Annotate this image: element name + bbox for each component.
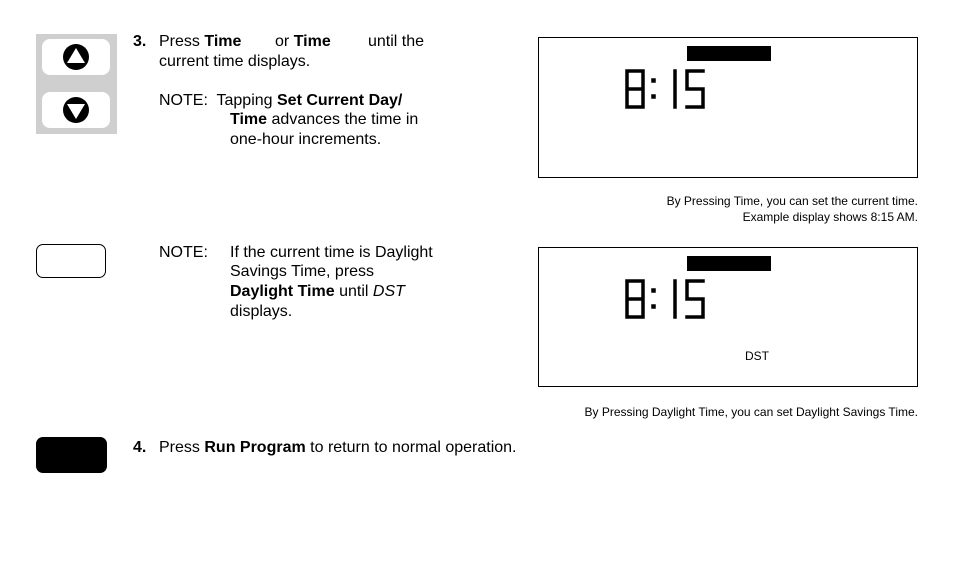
step-3-until: until the [368, 33, 425, 50]
down-arrow-icon [62, 96, 90, 124]
note-1-line2 [230, 110, 418, 130]
step-3-line2: current time displays. [159, 53, 311, 70]
up-arrow-icon [62, 43, 90, 71]
caption-1-line2: Example display shows 8:15 AM. [742, 210, 918, 224]
step-3-or: or [275, 33, 290, 50]
step-4-text [159, 438, 517, 458]
note-1-tapping: Tapping [216, 92, 273, 109]
step-4-number: 4. [133, 439, 147, 456]
note-2-label: NOTE: [159, 244, 208, 261]
note-1-bold1: Set Current Day/ [277, 92, 403, 109]
step-4-bold: Run Program [204, 439, 306, 456]
step-3-number: 3. [133, 33, 147, 50]
run-program-button[interactable] [36, 437, 107, 473]
step-3-or-group [275, 32, 331, 52]
lcd-time-digits [623, 278, 723, 322]
note-2-line3 [230, 282, 405, 302]
step-3-time-down: Time [293, 33, 331, 50]
step-4-rest: to return to normal operation. [310, 439, 517, 456]
note-2-line1: If the current time is Daylight [230, 244, 433, 261]
note-2-line2: Savings Time, press [230, 263, 375, 280]
note-2-bold: Daylight Time [230, 283, 335, 300]
lcd-display-dst [538, 247, 918, 387]
note-1-bold2: Time [230, 111, 268, 128]
step-4-press: Press [159, 439, 200, 456]
note-1-label: NOTE: [159, 92, 208, 109]
time-arrow-keypad [36, 34, 117, 134]
lcd-display-time [538, 37, 918, 178]
note-2-italic: DST [372, 283, 405, 300]
note-2-until: until [339, 283, 369, 300]
dst-indicator: DST [745, 349, 769, 363]
note-1-line1 [159, 91, 402, 111]
caption-1-line1: By Pressing Time, you can set the current time. [666, 194, 918, 208]
caption-2: By Pressing Daylight Time, you can set Daylight Savings Time. [584, 405, 918, 419]
time-down-button[interactable] [42, 92, 110, 128]
lcd-top-bar [687, 46, 771, 61]
lcd-top-bar [687, 256, 771, 271]
step-3-text [159, 32, 241, 52]
step-3-press: Press [159, 33, 200, 50]
daylight-time-button[interactable] [36, 244, 106, 278]
note-1-rest2: advances the time in [271, 111, 419, 128]
step-3-time-up: Time [204, 33, 242, 50]
time-up-button[interactable] [42, 39, 110, 75]
note-1-line3: one-hour increments. [230, 131, 382, 148]
lcd-time-digits [623, 68, 723, 112]
note-2-line4: displays. [230, 303, 293, 320]
